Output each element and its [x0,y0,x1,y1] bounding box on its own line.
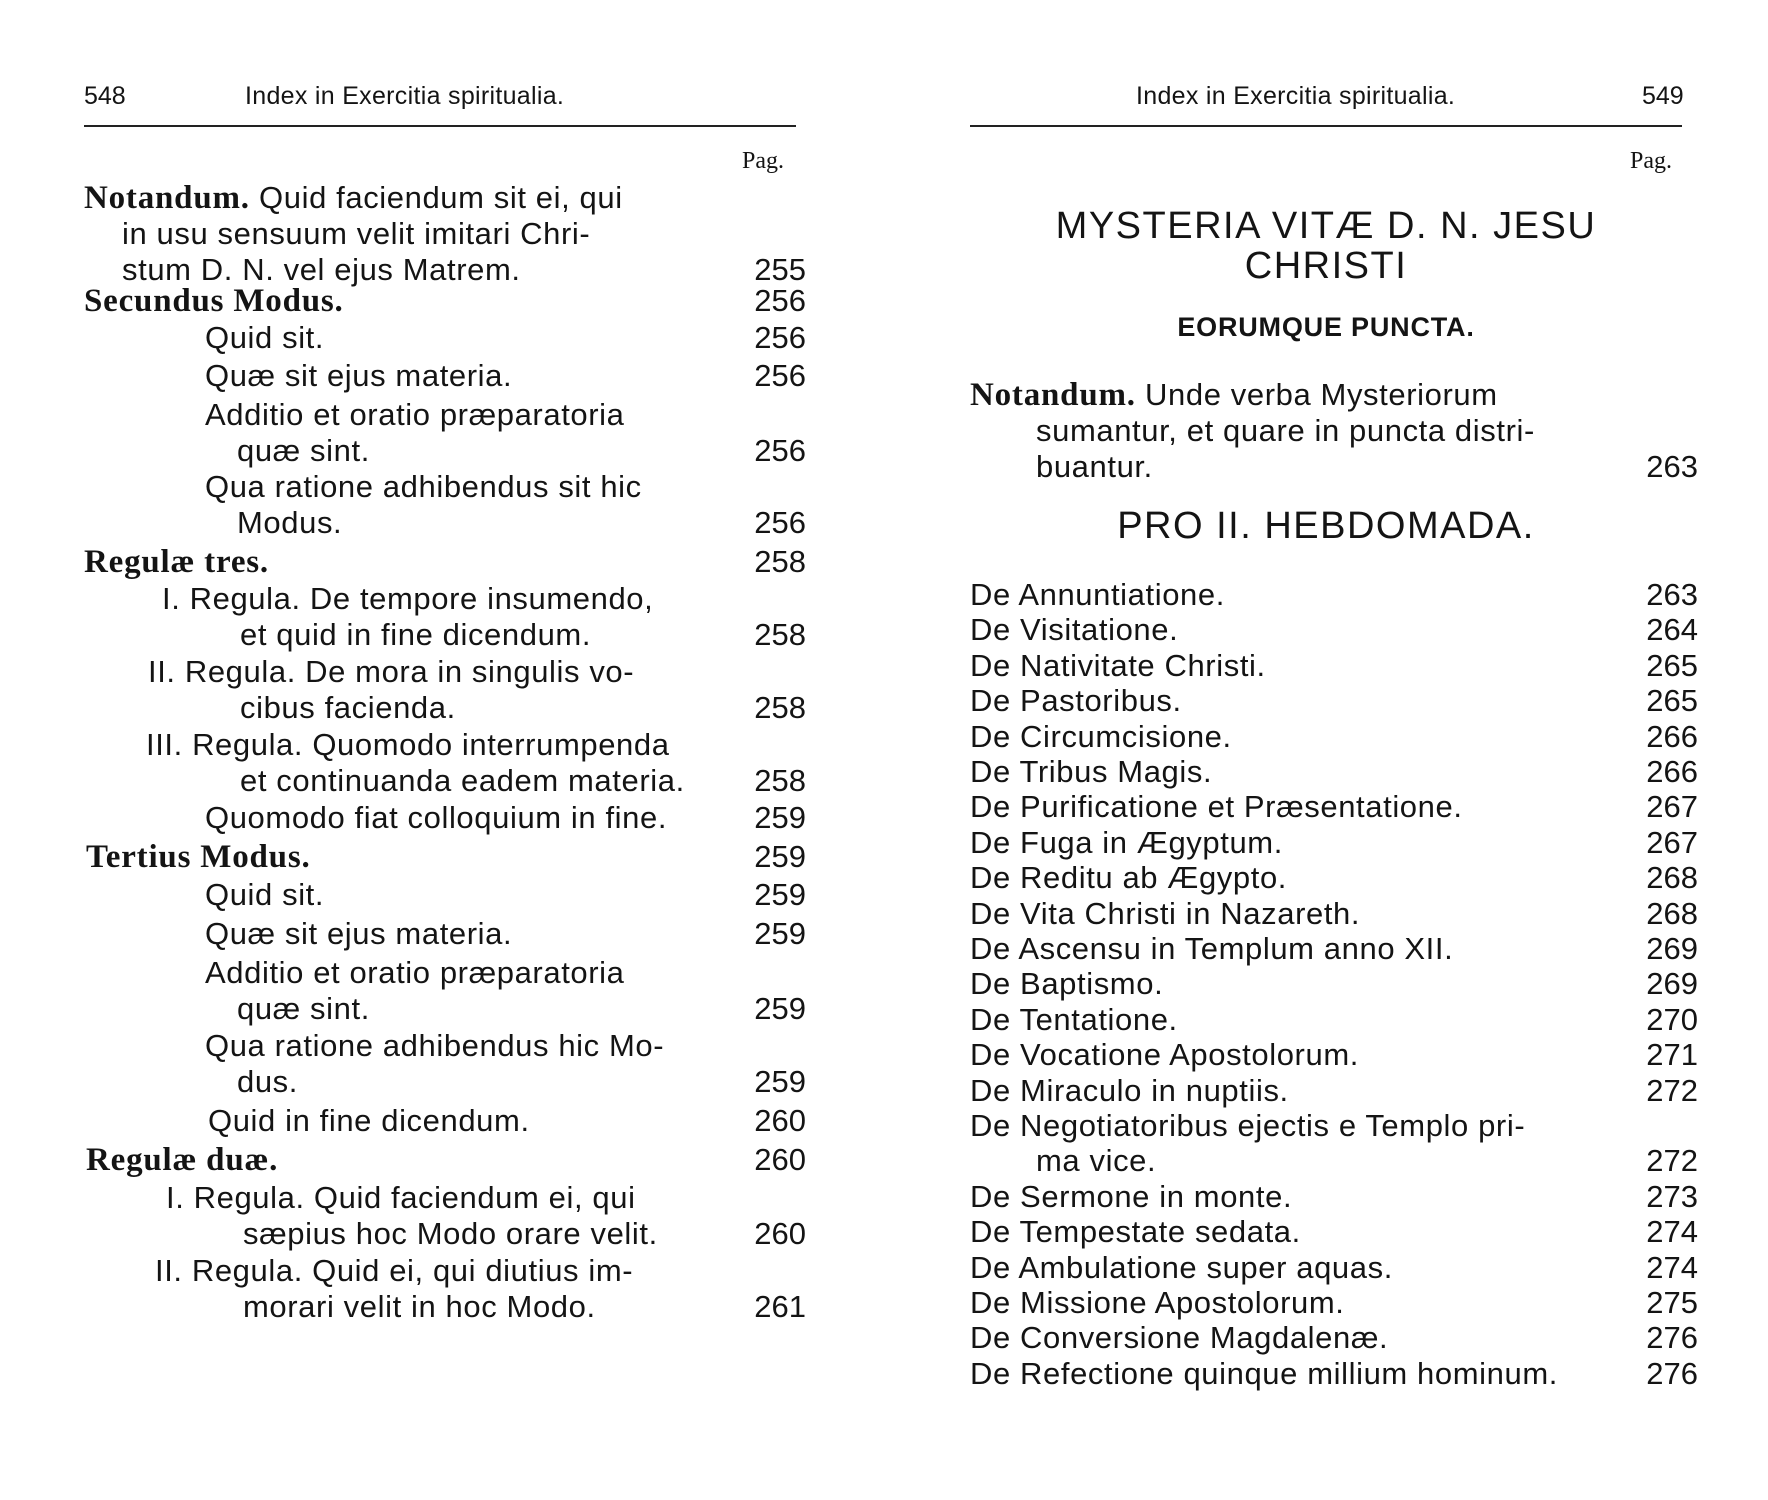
mystery-entry: De Tribus Magis. [970,754,1213,789]
mystery-entry: De Nativitate Christi. [970,647,1266,683]
index-entry-line: Additio et oratio præparatoria [205,397,625,432]
page-ref: 267 [1646,789,1698,825]
entry-heading: Tertius Modus. [86,839,311,875]
page-ref: 275 [1646,1285,1698,1320]
page-ref: 276 [1646,1320,1698,1356]
index-entry-line: quæ sint. [237,433,370,468]
index-entry-line: Quæ sit ejus materia. [205,916,513,951]
index-entry-line [970,377,1498,414]
mystery-entry: De Baptismo. [970,966,1164,1002]
entry-heading: Secundus Modus. [84,283,344,319]
index-entry-line: Quomodo fiat colloquium in fine. [205,800,668,835]
page-ref: 263 [1646,577,1698,612]
page-ref: 274 [1646,1214,1698,1250]
index-entry-line [86,1142,278,1179]
page-number: 549 [1642,82,1684,110]
page-ref: 256 [754,505,806,540]
page-ref: 259 [754,916,806,951]
page-ref: 266 [1646,718,1698,754]
page-number: 548 [84,82,126,110]
section-title-continued: CHRISTI [1244,245,1408,287]
mystery-entry: De Pastoribus. [970,683,1182,719]
pag-label: Pag. [742,148,784,174]
page-ref: 269 [1646,931,1698,966]
pag-label: Pag. [1630,148,1672,174]
index-entry-line: buantur. [1036,449,1153,484]
page-ref: 268 [1646,860,1698,896]
mystery-entry: ma vice. [1036,1143,1157,1179]
index-entry-line: morari velit in hoc Modo. [243,1289,596,1324]
mystery-entry: De Missione Apostolorum. [970,1285,1345,1320]
page-ref: 272 [1646,1143,1698,1179]
index-entry-line: cibus facienda. [240,690,456,725]
mystery-entry: De Vocatione Apostolorum. [970,1037,1359,1073]
index-entry-line: sumantur, et quare in puncta distri- [1036,413,1535,448]
index-entry-line: Qua ratione adhibendus sit hic [205,469,642,504]
page-ref: 270 [1646,1001,1698,1037]
week-title: PRO II. HEBDOMADA. [1117,505,1535,547]
mystery-entry: De Annuntiatione. [970,577,1225,612]
running-head: Index in Exercitia spiritualia. [245,82,565,110]
mystery-entry: De Ambulatione super aquas. [970,1249,1393,1285]
index-entry-line: I. Regula. De tempore insumendo, [162,581,654,616]
entry-text: Quid faciendum sit ei, qui [249,180,623,215]
entry-heading: Regulæ tres. [84,544,269,580]
page-ref: 258 [754,617,806,652]
page-ref: 259 [754,1064,806,1099]
index-entry-line: quæ sint. [237,991,370,1026]
page-ref: 274 [1646,1249,1698,1285]
entry-heading: Notandum. [84,180,250,216]
page-ref: 259 [754,991,806,1026]
page-ref: 266 [1646,754,1698,789]
page-ref: 256 [754,320,806,355]
page-ref: 259 [754,839,806,874]
page-ref: 255 [754,252,806,287]
mystery-entry: De Reditu ab Ægypto. [970,860,1288,896]
index-entry-line: dus. [237,1064,298,1099]
page-ref: 256 [754,433,806,468]
page-ref: 260 [754,1103,806,1138]
index-entry-line: I. Regula. Quid faciendum ei, qui [166,1180,636,1215]
index-entry-line: Additio et oratio præparatoria [205,955,625,990]
mystery-entry: De Conversione Magdalenæ. [970,1320,1389,1356]
page-ref: 265 [1646,683,1698,719]
right-page [884,0,1768,1500]
page-ref: 276 [1646,1355,1698,1391]
mystery-entry: De Miraculo in nuptiis. [970,1072,1289,1108]
page-ref: 267 [1646,824,1698,860]
page-ref: 258 [754,544,806,579]
entry-heading: Notandum. [970,377,1136,413]
header-rule [970,125,1682,127]
mystery-entry: De Tempestate sedata. [970,1214,1301,1250]
mystery-entry: De Vita Christi in Nazareth. [970,895,1361,931]
index-entry-line: Qua ratione adhibendus hic Mo- [205,1028,665,1063]
section-title: MYSTERIA VITÆ D. N. JESU [1055,205,1597,247]
index-entry-line: in usu sensuum velit imitari Chri- [122,216,591,251]
page-ref: 259 [754,877,806,912]
index-entry-line: Modus. [237,505,343,540]
index-entry-line: Quid sit. [205,320,325,355]
mystery-entry: De Purificatione et Præsentatione. [970,789,1463,825]
entry-heading: Regulæ duæ. [86,1142,279,1178]
index-entry-line: Quid in fine dicendum. [208,1103,530,1138]
page-ref: 273 [1646,1178,1698,1214]
page-ref: 265 [1646,647,1698,683]
page-ref: 258 [754,690,806,725]
index-entry-line: stum D. N. vel ejus Matrem. [122,252,521,287]
index-entry-line [84,544,269,581]
section-subtitle: EORUMQUE PUNCTA. [1177,312,1475,342]
index-entry-line [84,180,623,217]
mystery-entry: De Circumcisione. [970,718,1232,754]
entry-text: Unde verba Mysteriorum [1135,377,1498,412]
page-ref: 272 [1646,1072,1698,1108]
index-entry-line: et quid in fine dicendum. [240,617,592,652]
page-ref: 256 [754,358,806,393]
page-ref: 261 [754,1289,806,1324]
mystery-entry: De Negotiatoribus ejectis e Templo pri- [970,1108,1526,1143]
running-head: Index in Exercitia spiritualia. [1136,82,1456,110]
page-ref: 260 [754,1142,806,1177]
index-entry-line [84,283,344,320]
page-ref: 256 [754,283,806,318]
index-entry-line: II. Regula. Quid ei, qui diutius im- [155,1253,634,1288]
index-entry-line [86,839,311,876]
index-entry-line: Quæ sit ejus materia. [205,358,513,393]
page-ref: 268 [1646,895,1698,931]
index-entry-line: II. Regula. De mora in singulis vo- [148,654,635,689]
page-ref: 263 [1646,449,1698,484]
index-entry-line: III. Regula. Quomodo interrumpenda [146,727,670,762]
mystery-entry: De Visitatione. [970,612,1179,648]
page-ref: 258 [754,763,806,798]
mystery-entry: De Refectione quinque millium hominum. [970,1355,1558,1391]
mystery-entry: De Tentatione. [970,1001,1178,1037]
page-ref: 269 [1646,966,1698,1002]
page-ref: 271 [1646,1037,1698,1073]
index-entry-line: sæpius hoc Modo orare velit. [243,1216,658,1251]
page-ref: 259 [754,800,806,835]
mystery-entry: De Sermone in monte. [970,1178,1293,1214]
index-entry-line: et continuanda eadem materia. [240,763,685,798]
page-ref: 264 [1646,612,1698,648]
mystery-entry: De Ascensu in Templum anno XII. [970,931,1454,966]
header-rule [84,125,796,127]
mystery-entry: De Fuga in Ægyptum. [970,824,1283,860]
page-ref: 260 [754,1216,806,1251]
index-entry-line: Quid sit. [205,877,325,912]
